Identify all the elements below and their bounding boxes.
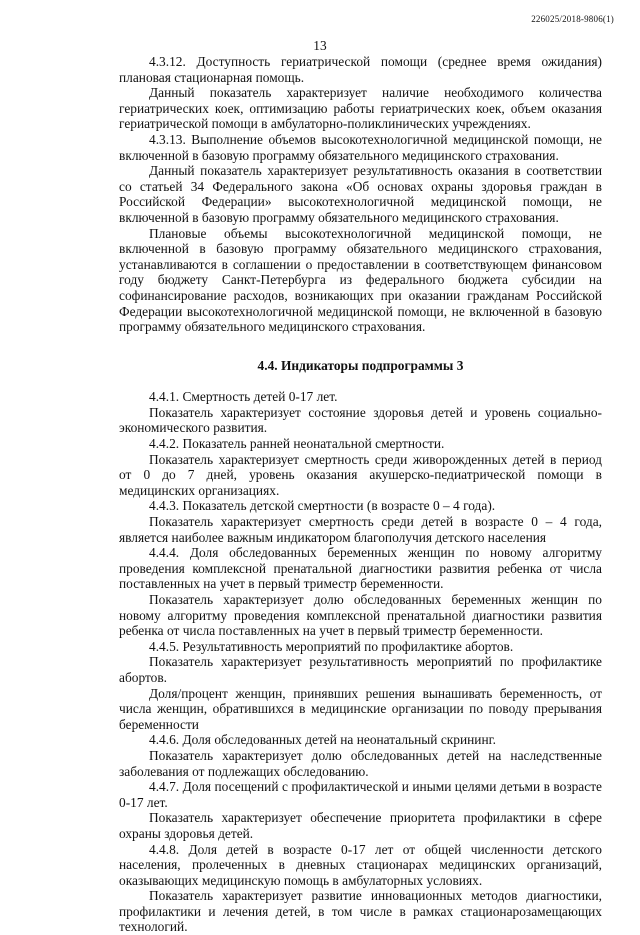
paragraph: 4.4.5. Результативность мероприятий по профилактике абортов. — [149, 638, 514, 654]
paragraph: 4.4.8. Доля детей в возрасте 0-17 лет от общей численности детского населения, пролеченных в дневных стационарах медицинских организаций, оказывающих медицинскую помощь в амбулаторных условиях. — [119, 841, 602, 888]
paragraph: Показатель характеризует долю обследованных беременных женщин по новому алгоритму проведения комплексной пренатальной диагностики развития ребенка от числа поставленных на учет в первый триместр беременности. — [119, 592, 602, 639]
paragraph: Показатель характеризует состояние здоровья детей и уровень социально-экономического развития. — [119, 404, 602, 436]
paragraph: Показатель характеризует смертность среди детей в возрасте 0 – 4 года, является наиболее важным индикатором благополучия детского населения — [119, 514, 602, 545]
paragraph: Данный показатель характеризует результативность оказания в соответствии со статьей 34 Федерального закона «Об основах охраны здоровья граждан в Российской Федерации» высокотехнологичной медицинской помощи, не включенной в базовую программу обязательного медицинского страхования. — [119, 163, 602, 225]
page-number: 13 — [313, 38, 327, 53]
paragraph: 4.4.7. Доля посещений с профилактической и иными целями детьми в возрасте 0-17 лет. — [119, 779, 602, 810]
paragraph: 4.4.6. Доля обследованных детей на неонатальный скрининг. — [149, 732, 496, 748]
paragraph: Плановые объемы высокотехнологичной медицинской помощи, не включенной в базовую программу обязательного медицинского страхования, устанавливаются в соглашении о предоставлении в соответствующем финансовом году бюджету Санкт-Петербурга из федерального бюджета субсидии на софинансирование расходов, возникающих при оказании гражданам Российской Федерации высокотехнологичной медицинской помощи, не включенной в базовую программу обязательного медицинского страхования. — [119, 225, 602, 335]
document-number: 226025/2018-9806(1) — [531, 14, 614, 24]
paragraph: Показатель характеризует развитие инновационных методов диагностики, профилактики и лечения детей, в том числе в рамках стационарозамещающих технологий. — [119, 888, 602, 935]
paragraph: 4.4.4. Доля обследованных беременных женщин по новому алгоритму проведения комплексной пренатальной диагностики развития ребенка от числа поставленных на учет в первый триместр беременности. — [119, 545, 602, 592]
document-body — [119, 54, 602, 935]
section-heading: 4.4. Индикаторы подпрограммы 3 — [257, 357, 464, 373]
paragraph: Показатель характеризует обеспечение приоритета профилактики в сфере охраны здоровья детей. — [119, 810, 602, 841]
paragraph: 4.4.1. Смертность детей 0-17 лет. — [149, 389, 338, 405]
paragraph: 4.3.12. Доступность гериатрической помощи (среднее время ожидания) плановая стационарная помощь. — [119, 54, 602, 85]
paragraph: Показатель характеризует долю обследованных детей на наследственные заболевания от подлежащих обследованию. — [119, 747, 602, 779]
paragraph: 4.3.13. Выполнение объемов высокотехнологичной медицинской помощи, не включенной в базовую программу обязательного медицинского страхования. — [119, 131, 602, 163]
paragraph: 4.4.2. Показатель ранней неонатальной смертности. — [149, 436, 445, 452]
paragraph: Доля/процент женщин, принявших решения вынашивать беременность, от числа женщин, обратившихся в медицинские организации по поводу прерывания беременности — [119, 685, 602, 732]
paragraph: Данный показатель характеризует наличие необходимого количества гериатрических коек, оптимизацию работы гериатрических коек, объем оказания гериатрической помощи в амбулаторно-поликлинических учреждениях. — [119, 85, 602, 132]
paragraph: 4.4.3. Показатель детской смертности (в возрасте 0 – 4 года). — [149, 498, 496, 514]
paragraph: Показатель характеризует результативность мероприятий по профилактике абортов. — [119, 654, 602, 685]
paragraph: Показатель характеризует смертность среди живорожденных детей в период от 0 до 7 дней, уровень оказания акушерско-педиатрической помощи в медицинских организациях. — [119, 451, 602, 498]
